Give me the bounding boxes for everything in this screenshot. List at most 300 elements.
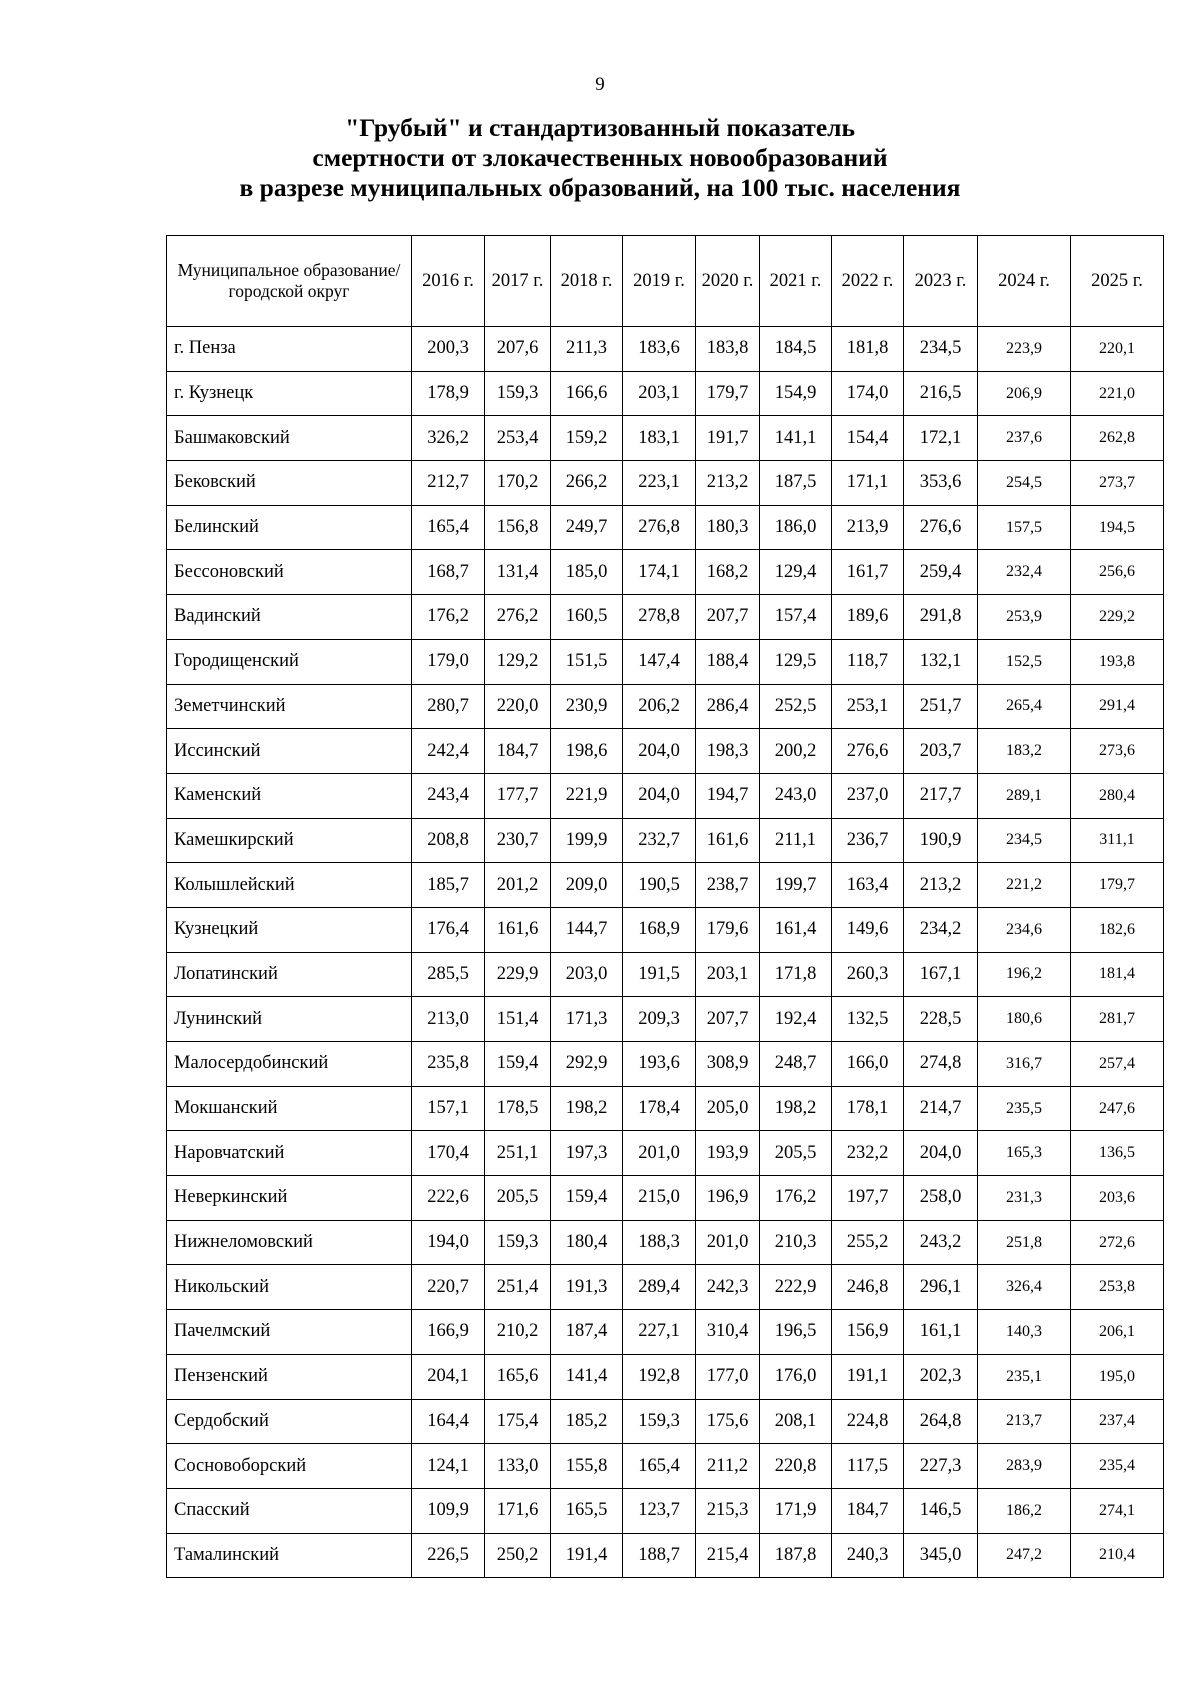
value-cell: 132,5 bbox=[832, 997, 904, 1042]
value-cell: 188,4 bbox=[696, 639, 760, 684]
value-cell: 222,6 bbox=[412, 1176, 485, 1221]
table-row bbox=[167, 1086, 1164, 1131]
value-cell: 165,5 bbox=[551, 1488, 623, 1533]
value-cell: 276,8 bbox=[623, 505, 696, 550]
value-cell: 243,4 bbox=[412, 773, 485, 818]
value-cell: 234,5 bbox=[978, 818, 1071, 863]
value-cell: 213,7 bbox=[978, 1399, 1071, 1444]
value-cell: 291,8 bbox=[904, 595, 978, 640]
value-cell: 201,0 bbox=[696, 1220, 760, 1265]
value-cell: 211,3 bbox=[551, 327, 623, 372]
table-row bbox=[167, 907, 1164, 952]
value-cell: 188,3 bbox=[623, 1220, 696, 1265]
value-cell: 247,6 bbox=[1071, 1086, 1164, 1131]
header-year: 2020 г. bbox=[696, 236, 760, 327]
value-cell: 280,4 bbox=[1071, 773, 1164, 818]
value-cell: 141,4 bbox=[551, 1354, 623, 1399]
municipality-name: Кузнецкий bbox=[167, 907, 412, 952]
value-cell: 222,9 bbox=[760, 1265, 832, 1310]
value-cell: 156,8 bbox=[485, 505, 551, 550]
value-cell: 209,3 bbox=[623, 997, 696, 1042]
value-cell: 187,4 bbox=[551, 1310, 623, 1355]
value-cell: 196,2 bbox=[978, 952, 1071, 997]
value-cell: 235,1 bbox=[978, 1354, 1071, 1399]
value-cell: 227,1 bbox=[623, 1310, 696, 1355]
value-cell: 171,8 bbox=[760, 952, 832, 997]
municipality-name: Колышлейский bbox=[167, 863, 412, 908]
value-cell: 215,3 bbox=[696, 1488, 760, 1533]
value-cell: 152,5 bbox=[978, 639, 1071, 684]
value-cell: 224,8 bbox=[832, 1399, 904, 1444]
value-cell: 131,4 bbox=[485, 550, 551, 595]
value-cell: 308,9 bbox=[696, 1042, 760, 1087]
value-cell: 155,8 bbox=[551, 1444, 623, 1489]
value-cell: 166,9 bbox=[412, 1310, 485, 1355]
table-row bbox=[167, 1310, 1164, 1355]
value-cell: 276,6 bbox=[832, 729, 904, 774]
value-cell: 193,9 bbox=[696, 1131, 760, 1176]
municipality-name: Вадинский bbox=[167, 595, 412, 640]
value-cell: 168,9 bbox=[623, 907, 696, 952]
value-cell: 227,3 bbox=[904, 1444, 978, 1489]
table-row bbox=[167, 416, 1164, 461]
value-cell: 276,2 bbox=[485, 595, 551, 640]
value-cell: 191,5 bbox=[623, 952, 696, 997]
table-row bbox=[167, 1533, 1164, 1578]
table-row bbox=[167, 461, 1164, 506]
value-cell: 286,4 bbox=[696, 684, 760, 729]
value-cell: 212,7 bbox=[412, 461, 485, 506]
value-cell: 311,1 bbox=[1071, 818, 1164, 863]
value-cell: 215,4 bbox=[696, 1533, 760, 1578]
header-year: 2017 г. bbox=[485, 236, 551, 327]
value-cell: 237,4 bbox=[1071, 1399, 1164, 1444]
header-year: 2019 г. bbox=[623, 236, 696, 327]
header-year: 2025 г. bbox=[1071, 236, 1164, 327]
value-cell: 204,1 bbox=[412, 1354, 485, 1399]
value-cell: 161,4 bbox=[760, 907, 832, 952]
value-cell: 185,2 bbox=[551, 1399, 623, 1444]
value-cell: 262,8 bbox=[1071, 416, 1164, 461]
value-cell: 178,9 bbox=[412, 371, 485, 416]
value-cell: 166,6 bbox=[551, 371, 623, 416]
value-cell: 174,1 bbox=[623, 550, 696, 595]
value-cell: 228,5 bbox=[904, 997, 978, 1042]
value-cell: 165,6 bbox=[485, 1354, 551, 1399]
value-cell: 144,7 bbox=[551, 907, 623, 952]
value-cell: 326,4 bbox=[978, 1265, 1071, 1310]
value-cell: 129,5 bbox=[760, 639, 832, 684]
value-cell: 190,5 bbox=[623, 863, 696, 908]
table-row bbox=[167, 1042, 1164, 1087]
value-cell: 159,4 bbox=[551, 1176, 623, 1221]
value-cell: 163,4 bbox=[832, 863, 904, 908]
value-cell: 208,1 bbox=[760, 1399, 832, 1444]
table-row bbox=[167, 1131, 1164, 1176]
value-cell: 191,7 bbox=[696, 416, 760, 461]
value-cell: 194,7 bbox=[696, 773, 760, 818]
title-line: "Грубый" и стандартизованный показатель bbox=[345, 113, 855, 142]
value-cell: 151,4 bbox=[485, 997, 551, 1042]
municipality-name: Лопатинский bbox=[167, 952, 412, 997]
municipality-name: Мокшанский bbox=[167, 1086, 412, 1131]
value-cell: 266,2 bbox=[551, 461, 623, 506]
value-cell: 273,7 bbox=[1071, 461, 1164, 506]
value-cell: 223,9 bbox=[978, 327, 1071, 372]
municipality-name: Башмаковский bbox=[167, 416, 412, 461]
table-body bbox=[167, 327, 1164, 1578]
value-cell: 161,7 bbox=[832, 550, 904, 595]
value-cell: 180,4 bbox=[551, 1220, 623, 1265]
value-cell: 249,7 bbox=[551, 505, 623, 550]
value-cell: 207,7 bbox=[696, 595, 760, 640]
value-cell: 248,7 bbox=[760, 1042, 832, 1087]
value-cell: 184,5 bbox=[760, 327, 832, 372]
municipality-name: Спасский bbox=[167, 1488, 412, 1533]
value-cell: 204,0 bbox=[623, 729, 696, 774]
value-cell: 161,1 bbox=[904, 1310, 978, 1355]
value-cell: 209,0 bbox=[551, 863, 623, 908]
value-cell: 147,4 bbox=[623, 639, 696, 684]
value-cell: 196,9 bbox=[696, 1176, 760, 1221]
municipality-name: Сосновоборский bbox=[167, 1444, 412, 1489]
municipality-name: Белинский bbox=[167, 505, 412, 550]
value-cell: 160,5 bbox=[551, 595, 623, 640]
value-cell: 214,7 bbox=[904, 1086, 978, 1131]
value-cell: 177,7 bbox=[485, 773, 551, 818]
value-cell: 149,6 bbox=[832, 907, 904, 952]
value-cell: 220,8 bbox=[760, 1444, 832, 1489]
value-cell: 280,7 bbox=[412, 684, 485, 729]
table-row bbox=[167, 729, 1164, 774]
value-cell: 175,6 bbox=[696, 1399, 760, 1444]
municipality-name: Сердобский bbox=[167, 1399, 412, 1444]
value-cell: 179,6 bbox=[696, 907, 760, 952]
value-cell: 210,2 bbox=[485, 1310, 551, 1355]
value-cell: 146,5 bbox=[904, 1488, 978, 1533]
value-cell: 258,0 bbox=[904, 1176, 978, 1221]
value-cell: 183,2 bbox=[978, 729, 1071, 774]
value-cell: 202,3 bbox=[904, 1354, 978, 1399]
value-cell: 178,4 bbox=[623, 1086, 696, 1131]
title-line: в разрезе муниципальных образований, на 100 тыс. населения bbox=[239, 173, 961, 202]
value-cell: 251,4 bbox=[485, 1265, 551, 1310]
value-cell: 207,7 bbox=[696, 997, 760, 1042]
value-cell: 181,8 bbox=[832, 327, 904, 372]
value-cell: 171,1 bbox=[832, 461, 904, 506]
value-cell: 278,8 bbox=[623, 595, 696, 640]
table-row bbox=[167, 1399, 1164, 1444]
value-cell: 171,3 bbox=[551, 997, 623, 1042]
value-cell: 229,9 bbox=[485, 952, 551, 997]
value-cell: 221,0 bbox=[1071, 371, 1164, 416]
value-cell: 310,4 bbox=[696, 1310, 760, 1355]
table-row bbox=[167, 773, 1164, 818]
page-number: 9 bbox=[595, 74, 605, 95]
header-municipality: Муниципальное образование/городской округ bbox=[167, 236, 412, 327]
municipality-name: Пачелмский bbox=[167, 1310, 412, 1355]
value-cell: 178,5 bbox=[485, 1086, 551, 1131]
value-cell: 272,6 bbox=[1071, 1220, 1164, 1265]
value-cell: 194,0 bbox=[412, 1220, 485, 1265]
value-cell: 243,0 bbox=[760, 773, 832, 818]
value-cell: 195,0 bbox=[1071, 1354, 1164, 1399]
value-cell: 242,4 bbox=[412, 729, 485, 774]
value-cell: 203,7 bbox=[904, 729, 978, 774]
municipality-name: Камешкирский bbox=[167, 818, 412, 863]
table-row bbox=[167, 327, 1164, 372]
header-year: 2024 г. bbox=[978, 236, 1071, 327]
value-cell: 182,6 bbox=[1071, 907, 1164, 952]
value-cell: 196,5 bbox=[760, 1310, 832, 1355]
value-cell: 161,6 bbox=[696, 818, 760, 863]
value-cell: 326,2 bbox=[412, 416, 485, 461]
value-cell: 289,4 bbox=[623, 1265, 696, 1310]
table-row bbox=[167, 952, 1164, 997]
value-cell: 236,7 bbox=[832, 818, 904, 863]
value-cell: 161,6 bbox=[485, 907, 551, 952]
value-cell: 234,6 bbox=[978, 907, 1071, 952]
value-cell: 166,0 bbox=[832, 1042, 904, 1087]
value-cell: 235,5 bbox=[978, 1086, 1071, 1131]
value-cell: 220,1 bbox=[1071, 327, 1164, 372]
value-cell: 186,2 bbox=[978, 1488, 1071, 1533]
value-cell: 187,8 bbox=[760, 1533, 832, 1578]
value-cell: 253,9 bbox=[978, 595, 1071, 640]
value-cell: 217,7 bbox=[904, 773, 978, 818]
value-cell: 255,2 bbox=[832, 1220, 904, 1265]
value-cell: 140,3 bbox=[978, 1310, 1071, 1355]
table-row bbox=[167, 997, 1164, 1042]
value-cell: 189,6 bbox=[832, 595, 904, 640]
value-cell: 274,1 bbox=[1071, 1488, 1164, 1533]
value-cell: 198,6 bbox=[551, 729, 623, 774]
table-row bbox=[167, 1354, 1164, 1399]
value-cell: 183,1 bbox=[623, 416, 696, 461]
value-cell: 257,4 bbox=[1071, 1042, 1164, 1087]
value-cell: 154,4 bbox=[832, 416, 904, 461]
value-cell: 276,6 bbox=[904, 505, 978, 550]
value-cell: 206,1 bbox=[1071, 1310, 1164, 1355]
value-cell: 211,1 bbox=[760, 818, 832, 863]
value-cell: 183,8 bbox=[696, 327, 760, 372]
value-cell: 232,7 bbox=[623, 818, 696, 863]
value-cell: 177,0 bbox=[696, 1354, 760, 1399]
value-cell: 213,2 bbox=[904, 863, 978, 908]
value-cell: 207,6 bbox=[485, 327, 551, 372]
value-cell: 253,8 bbox=[1071, 1265, 1164, 1310]
value-cell: 205,5 bbox=[760, 1131, 832, 1176]
value-cell: 211,2 bbox=[696, 1444, 760, 1489]
value-cell: 191,3 bbox=[551, 1265, 623, 1310]
value-cell: 170,4 bbox=[412, 1131, 485, 1176]
value-cell: 230,7 bbox=[485, 818, 551, 863]
municipality-name: Тамалинский bbox=[167, 1533, 412, 1578]
value-cell: 240,3 bbox=[832, 1533, 904, 1578]
municipality-name: Бековский bbox=[167, 461, 412, 506]
value-cell: 193,8 bbox=[1071, 639, 1164, 684]
table-row bbox=[167, 1176, 1164, 1221]
value-cell: 170,2 bbox=[485, 461, 551, 506]
value-cell: 232,4 bbox=[978, 550, 1071, 595]
value-cell: 235,4 bbox=[1071, 1444, 1164, 1489]
value-cell: 203,6 bbox=[1071, 1176, 1164, 1221]
value-cell: 157,4 bbox=[760, 595, 832, 640]
value-cell: 251,1 bbox=[485, 1131, 551, 1176]
table-row bbox=[167, 1444, 1164, 1489]
value-cell: 180,3 bbox=[696, 505, 760, 550]
value-cell: 123,7 bbox=[623, 1488, 696, 1533]
value-cell: 179,7 bbox=[1071, 863, 1164, 908]
value-cell: 159,3 bbox=[485, 371, 551, 416]
value-cell: 198,3 bbox=[696, 729, 760, 774]
value-cell: 259,4 bbox=[904, 550, 978, 595]
municipality-name: Иссинский bbox=[167, 729, 412, 774]
municipality-name: г. Пенза bbox=[167, 327, 412, 372]
value-cell: 198,2 bbox=[760, 1086, 832, 1131]
header-year: 2022 г. bbox=[832, 236, 904, 327]
value-cell: 260,3 bbox=[832, 952, 904, 997]
value-cell: 171,6 bbox=[485, 1488, 551, 1533]
value-cell: 223,1 bbox=[623, 461, 696, 506]
value-cell: 198,2 bbox=[551, 1086, 623, 1131]
value-cell: 124,1 bbox=[412, 1444, 485, 1489]
municipality-name: г. Кузнецк bbox=[167, 371, 412, 416]
value-cell: 109,9 bbox=[412, 1488, 485, 1533]
table-row bbox=[167, 639, 1164, 684]
value-cell: 232,2 bbox=[832, 1131, 904, 1176]
value-cell: 168,7 bbox=[412, 550, 485, 595]
value-cell: 234,2 bbox=[904, 907, 978, 952]
value-cell: 199,9 bbox=[551, 818, 623, 863]
value-cell: 205,5 bbox=[485, 1176, 551, 1221]
value-cell: 253,4 bbox=[485, 416, 551, 461]
value-cell: 191,1 bbox=[832, 1354, 904, 1399]
value-cell: 180,6 bbox=[978, 997, 1071, 1042]
municipality-name: Неверкинский bbox=[167, 1176, 412, 1221]
value-cell: 165,4 bbox=[623, 1444, 696, 1489]
value-cell: 208,8 bbox=[412, 818, 485, 863]
value-cell: 190,9 bbox=[904, 818, 978, 863]
value-cell: 165,4 bbox=[412, 505, 485, 550]
value-cell: 237,6 bbox=[978, 416, 1071, 461]
value-cell: 200,3 bbox=[412, 327, 485, 372]
table-row bbox=[167, 505, 1164, 550]
value-cell: 159,2 bbox=[551, 416, 623, 461]
value-cell: 213,0 bbox=[412, 997, 485, 1042]
value-cell: 253,1 bbox=[832, 684, 904, 729]
value-cell: 154,9 bbox=[760, 371, 832, 416]
value-cell: 226,5 bbox=[412, 1533, 485, 1578]
value-cell: 243,2 bbox=[904, 1220, 978, 1265]
value-cell: 204,0 bbox=[623, 773, 696, 818]
value-cell: 178,1 bbox=[832, 1086, 904, 1131]
value-cell: 191,4 bbox=[551, 1533, 623, 1578]
value-cell: 141,1 bbox=[760, 416, 832, 461]
value-cell: 164,4 bbox=[412, 1399, 485, 1444]
value-cell: 117,5 bbox=[832, 1444, 904, 1489]
table-row bbox=[167, 863, 1164, 908]
table-row bbox=[167, 1220, 1164, 1265]
value-cell: 118,7 bbox=[832, 639, 904, 684]
value-cell: 291,4 bbox=[1071, 684, 1164, 729]
value-cell: 215,0 bbox=[623, 1176, 696, 1221]
value-cell: 292,9 bbox=[551, 1042, 623, 1087]
municipality-name: Лунинский bbox=[167, 997, 412, 1042]
value-cell: 204,0 bbox=[904, 1131, 978, 1176]
table-row bbox=[167, 1488, 1164, 1533]
value-cell: 165,3 bbox=[978, 1131, 1071, 1176]
value-cell: 265,4 bbox=[978, 684, 1071, 729]
value-cell: 176,2 bbox=[412, 595, 485, 640]
value-cell: 230,9 bbox=[551, 684, 623, 729]
header-year: 2016 г. bbox=[412, 236, 485, 327]
value-cell: 159,3 bbox=[623, 1399, 696, 1444]
value-cell: 197,3 bbox=[551, 1131, 623, 1176]
value-cell: 221,2 bbox=[978, 863, 1071, 908]
value-cell: 192,4 bbox=[760, 997, 832, 1042]
value-cell: 156,9 bbox=[832, 1310, 904, 1355]
table-row bbox=[167, 550, 1164, 595]
value-cell: 136,5 bbox=[1071, 1131, 1164, 1176]
value-cell: 174,0 bbox=[832, 371, 904, 416]
value-cell: 250,2 bbox=[485, 1533, 551, 1578]
value-cell: 176,4 bbox=[412, 907, 485, 952]
value-cell: 201,0 bbox=[623, 1131, 696, 1176]
value-cell: 229,2 bbox=[1071, 595, 1164, 640]
value-cell: 176,0 bbox=[760, 1354, 832, 1399]
municipality-name: Никольский bbox=[167, 1265, 412, 1310]
value-cell: 132,1 bbox=[904, 639, 978, 684]
table-header-row bbox=[167, 236, 1164, 327]
value-cell: 203,1 bbox=[623, 371, 696, 416]
value-cell: 206,2 bbox=[623, 684, 696, 729]
table-row bbox=[167, 1265, 1164, 1310]
value-cell: 220,7 bbox=[412, 1265, 485, 1310]
value-cell: 246,8 bbox=[832, 1265, 904, 1310]
value-cell: 199,7 bbox=[760, 863, 832, 908]
value-cell: 256,6 bbox=[1071, 550, 1164, 595]
value-cell: 235,8 bbox=[412, 1042, 485, 1087]
value-cell: 210,4 bbox=[1071, 1533, 1164, 1578]
value-cell: 281,7 bbox=[1071, 997, 1164, 1042]
value-cell: 345,0 bbox=[904, 1533, 978, 1578]
value-cell: 316,7 bbox=[978, 1042, 1071, 1087]
value-cell: 184,7 bbox=[832, 1488, 904, 1533]
value-cell: 129,2 bbox=[485, 639, 551, 684]
value-cell: 185,0 bbox=[551, 550, 623, 595]
value-cell: 179,7 bbox=[696, 371, 760, 416]
value-cell: 194,5 bbox=[1071, 505, 1164, 550]
header-year: 2021 г. bbox=[760, 236, 832, 327]
header-year: 2023 г. bbox=[904, 236, 978, 327]
municipality-name: Земетчинский bbox=[167, 684, 412, 729]
municipality-name: Нижнеломовский bbox=[167, 1220, 412, 1265]
value-cell: 251,8 bbox=[978, 1220, 1071, 1265]
value-cell: 187,5 bbox=[760, 461, 832, 506]
value-cell: 188,7 bbox=[623, 1533, 696, 1578]
municipality-name: Малосердобинский bbox=[167, 1042, 412, 1087]
value-cell: 167,1 bbox=[904, 952, 978, 997]
value-cell: 231,3 bbox=[978, 1176, 1071, 1221]
value-cell: 186,0 bbox=[760, 505, 832, 550]
value-cell: 171,9 bbox=[760, 1488, 832, 1533]
municipality-name: Бессоновский bbox=[167, 550, 412, 595]
value-cell: 237,0 bbox=[832, 773, 904, 818]
value-cell: 181,4 bbox=[1071, 952, 1164, 997]
value-cell: 353,6 bbox=[904, 461, 978, 506]
value-cell: 184,7 bbox=[485, 729, 551, 774]
